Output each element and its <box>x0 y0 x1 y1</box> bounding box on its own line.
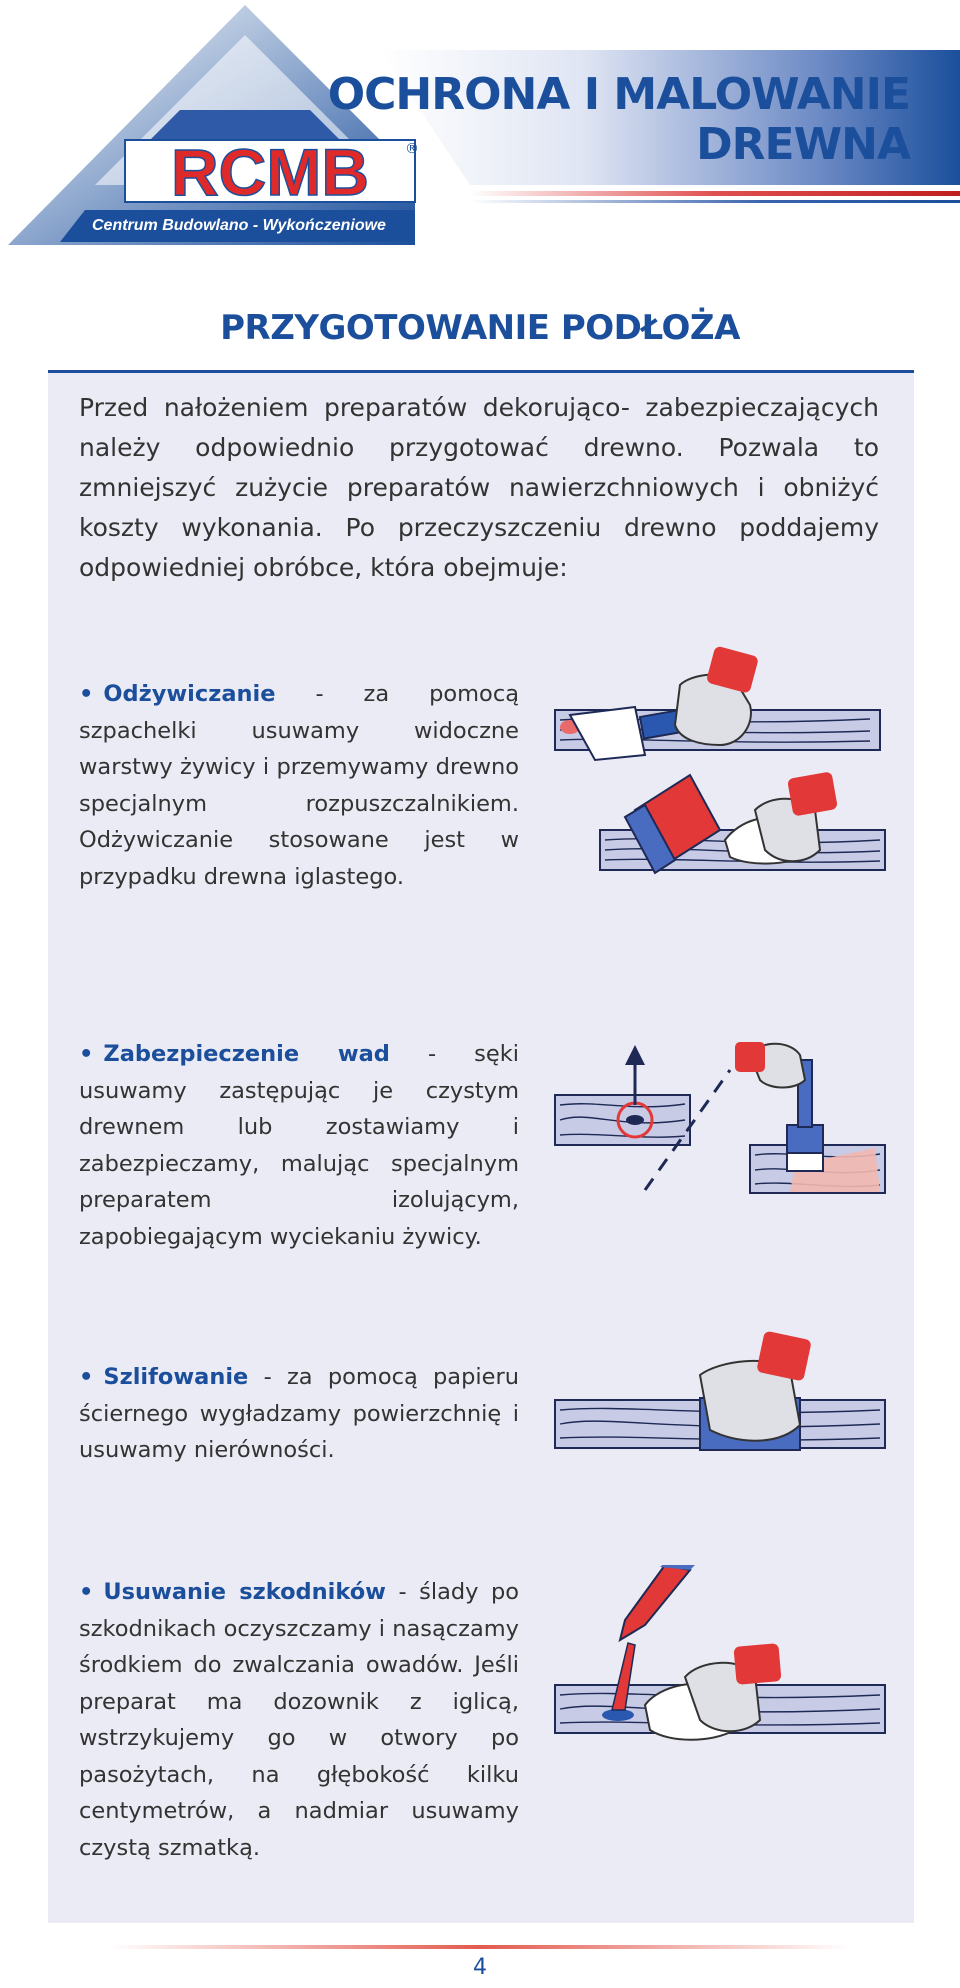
bullet: • <box>79 1579 94 1605</box>
item-text: - sęki usuwamy zastępując je czystym drewnem lub zostawiamy i zabezpieczamy, malując specjalnym preparatem izolującym, zapobiegającym wyciekaniu żywicy. <box>79 1041 519 1250</box>
knot-removal-and-brush-icon <box>550 1040 890 1200</box>
brochure-title: OCHRONA I MALOWANIE DREWNA <box>327 69 910 170</box>
intro-paragraph: Przed nałożeniem preparatów dekorująco- zabezpieczających należy odpowiednio przygotować drewno. Pozwala to zmniejszyć zużycie preparatów nawierzchniowych i obniżyć koszty wykonania. Po przeczyszczeniu drewno poddajemy odpowiedniej obróbce, która obejmuje: <box>79 393 879 582</box>
bullet: • <box>79 681 94 707</box>
logo-text: RCMB <box>171 135 369 209</box>
item-term: Zabezpieczenie wad <box>103 1041 390 1067</box>
item-term: Szlifowanie <box>103 1364 249 1390</box>
list-item-zabezpieczenie-wad <box>79 1036 519 1255</box>
brand-subtitle: Centrum Budowlano - Wykończeniowe <box>92 217 386 234</box>
page-header <box>0 0 960 250</box>
insecticide-injection-icon <box>550 1565 890 1785</box>
bullet: • <box>79 1041 94 1067</box>
list-item-odzywiczanie <box>79 676 519 895</box>
item-text: - za pomocą szpachelki usuwamy widoczne warstwy żywicy i przemywamy drewno specjalnym rozpuszczalnikiem. Odżywiczanie stosowane jest w przypadku drewna iglastego. <box>79 681 519 890</box>
sanding-icon <box>550 1330 890 1470</box>
header-red-line <box>470 191 960 196</box>
scraper-and-solvent-icon <box>550 645 890 895</box>
list-item-szlifowanie <box>79 1359 519 1469</box>
list-item-usuwanie-szkodnikow <box>79 1574 519 1866</box>
page-number: 4 <box>473 1955 487 1980</box>
section-title: PRZYGOTOWANIE PODŁOŻA <box>220 308 740 348</box>
footer-rule <box>110 1945 850 1949</box>
item-text: - za pomocą papieru ściernego wygładzamy powierzchnię i usuwamy nierówności. <box>79 1364 519 1463</box>
svg-text:®: ® <box>405 141 419 157</box>
header-blue-line <box>470 200 960 203</box>
item-term: Usuwanie szkodników <box>103 1579 386 1605</box>
item-text: - ślady po szkodnikach oczyszczamy i nasączamy środkiem do zwalczania owadów. Jeśli preparat ma dozownik z iglicą, wstrzykujemy go w otwory po pasożytach, na głębokość kilku centymetrów, a nadmiar usuwamy czystą szmatką. <box>79 1579 520 1861</box>
bullet: • <box>79 1364 94 1390</box>
item-term: Odżywiczanie <box>103 681 276 707</box>
